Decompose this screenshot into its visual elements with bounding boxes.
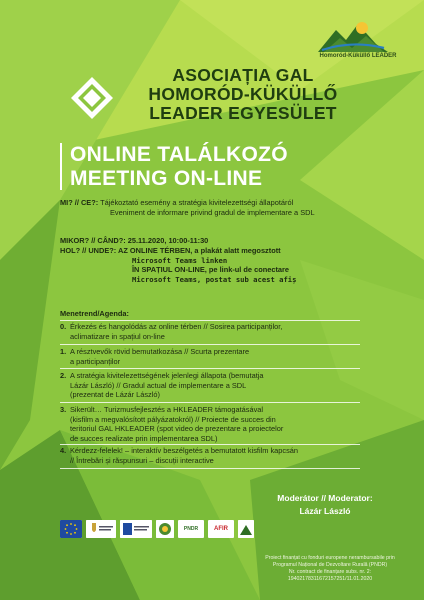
event-title xyxy=(70,143,288,191)
agenda-text: Lázár László) // Gradul actual de implementare a SDL xyxy=(70,380,247,390)
when-value: 25.11.2020, 10:00-11:30 xyxy=(127,236,209,245)
afir-logo: AFIR xyxy=(208,520,234,538)
agenda-number: 1. xyxy=(60,347,67,356)
where-label: HOL? // UNDE?: xyxy=(60,246,117,255)
agenda-text: // Întrebări și răspunsuri – discuții interactive xyxy=(70,455,214,465)
moderator-name: Lázár László xyxy=(299,506,351,516)
agenda-text: A résztvevők rövid bemutatkozása // Scurta prezentare xyxy=(70,347,250,356)
where-line-1: AZ ONLINE TÉRBEN, a plakát alatt megosztott xyxy=(118,246,281,255)
agenda-text: teritoriul GAL HKLEADER (spot video de prezentare a proiectelor xyxy=(70,424,284,433)
agenda-text: (kisfilm a megvalósított pályázatokról) // Proiecte de succes din xyxy=(70,414,276,424)
what-label: MI? // CE?: xyxy=(60,198,99,207)
org-line: ASOCIAȚIA GAL xyxy=(172,65,314,85)
footer-line: Nr. contract de finanțare subs. nr. 2: xyxy=(288,569,372,575)
hk-leader-mini-logo-icon xyxy=(238,520,254,538)
pndr-logo: PNDR xyxy=(178,520,204,538)
agenda-text: a participanților xyxy=(70,356,121,366)
divider xyxy=(60,368,360,369)
org-line: HOMORÓD-KÜKÜLLŐ xyxy=(148,84,338,104)
government-crest-icon xyxy=(86,520,116,538)
moderator-block xyxy=(250,492,400,518)
what-section xyxy=(60,198,390,217)
where-line-4: Microsoft Teams, postat sub acest afiș xyxy=(132,274,297,284)
agenda-item-1 xyxy=(60,347,360,366)
title-line: ONLINE TALÁLKOZÓ xyxy=(70,143,288,166)
organization-name xyxy=(88,66,398,123)
leader-small-logo-icon xyxy=(156,520,174,538)
what-text-ro: Eveniment de informare privind gradul de implementare a SDL xyxy=(110,207,315,217)
divider xyxy=(60,468,360,469)
title-line: MEETING ON-LINE xyxy=(70,167,263,190)
agenda-item-0 xyxy=(60,322,360,341)
agenda-text: aclimatizare in spațiul on-line xyxy=(70,331,165,341)
divider xyxy=(60,444,360,445)
agenda-number: 0. xyxy=(60,322,67,331)
agenda-number: 3. xyxy=(60,405,67,414)
when-label: MIKOR? // CÂND?: xyxy=(60,236,126,245)
eu-flag-icon xyxy=(60,520,82,538)
agenda-item-2 xyxy=(60,371,360,400)
funding-footer xyxy=(243,555,417,583)
divider xyxy=(60,402,360,403)
agenda-text: (prezentat de Lázár László) xyxy=(70,390,160,399)
divider xyxy=(60,344,360,345)
agenda-text: Érkezés és hangolódás az online térben // Sosirea participanților, xyxy=(70,322,283,331)
when-section xyxy=(60,236,390,246)
footer-line: Programul Național de Dezvoltare Rurală (PNDR) xyxy=(272,562,388,568)
logo-text: Homoród-Küküllő LEADER xyxy=(319,53,397,59)
where-line-2: Microsoft Teams linken xyxy=(132,255,228,265)
agenda-item-4 xyxy=(60,446,360,465)
agenda-text: Kérdezz-felelek! – interaktív beszélgetés a bemutatott kisfilm kapcsán xyxy=(70,446,298,455)
what-text-hu: Tájékoztató esemény a stratégia kivitelezettségi állapotáról xyxy=(100,198,294,207)
agenda-text: Sikerült… Turizmusfejlesztés a HKLEADER támogatásával xyxy=(70,405,264,414)
moderator-label: Moderátor // Moderator: xyxy=(277,493,373,503)
eafrd-logo-icon xyxy=(120,520,152,538)
agenda-heading: Menetrend/Agenda: xyxy=(60,309,129,318)
where-section xyxy=(60,246,400,284)
leader-logo xyxy=(318,18,388,54)
where-line-3: ÎN SPAȚIUL ON-LINE, pe link-ul de conectare xyxy=(132,265,290,274)
agenda-number: 2. xyxy=(60,371,67,380)
footer-line: Proiect finanțat cu fonduri europene nerambursabile prin xyxy=(265,555,395,561)
org-line: LEADER EGYESÜLET xyxy=(149,103,337,123)
agenda-item-3 xyxy=(60,405,360,443)
agenda-text: de succes realizate prin implementarea SDL) xyxy=(70,433,218,443)
footer-line: 19402178311672157251/11.01.2020 xyxy=(287,576,373,582)
divider xyxy=(60,320,360,321)
agenda-text: A stratégia kivitelezettségének jelenlegi állapota (bemutatja xyxy=(70,371,264,380)
agenda-number: 4. xyxy=(60,446,67,455)
